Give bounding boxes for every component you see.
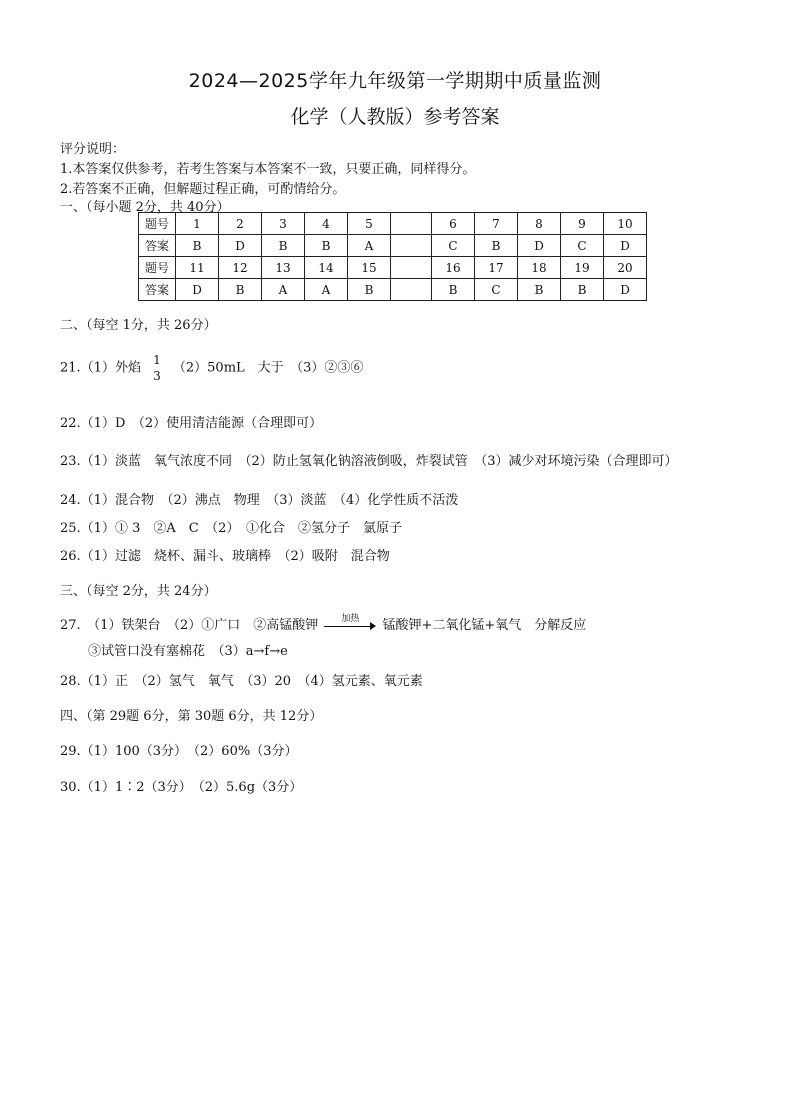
answer-21 — [60, 352, 363, 384]
answer-22: 22.（1）D （2）使用清洁能源（合理即可） — [60, 416, 323, 431]
table-cell: 15 — [348, 257, 391, 279]
table-cell: 13 — [262, 257, 305, 279]
table-cell: 19 — [561, 257, 604, 279]
table-cell: C — [432, 235, 475, 257]
answer-30: 30.（1）1∶2（3分） （2）5.6g（3分） — [60, 780, 303, 795]
fraction-numerator: 1 — [153, 353, 161, 367]
answer-27-part2: 锰酸钾+二氧化锰+氧气 分解反应 — [382, 618, 587, 633]
answer-24: 24.（1）混合物 （2）沸点 物理 （3）淡蓝 （4）化学性质不活泼 — [60, 493, 459, 508]
table-cell: B — [219, 279, 262, 301]
table-row — [139, 279, 647, 301]
table-cell: B — [475, 235, 518, 257]
table-cell: B — [262, 235, 305, 257]
table-cell: B — [518, 279, 561, 301]
document-subtitle: 化学（人教版）参考答案 — [290, 106, 500, 128]
table-gap — [391, 257, 432, 279]
table-cell: A — [262, 279, 305, 301]
table-cell: 16 — [432, 257, 475, 279]
table-cell: D — [604, 279, 647, 301]
table-gap — [391, 213, 432, 235]
table-cell: 11 — [176, 257, 219, 279]
row-label: 题号 — [139, 213, 176, 235]
answer-23: 23.（1）淡蓝 氧气浓度不同 （2）防止氢氧化钠溶液倒吸，炸裂试管 （3）减少对环境污染（合理即可） — [60, 454, 678, 469]
table-cell: D — [518, 235, 561, 257]
arrow-head-icon — [370, 622, 376, 630]
fraction-denominator: 3 — [153, 369, 161, 383]
fraction — [153, 352, 161, 384]
table-row — [139, 235, 647, 257]
section-1-heading: 一、（每小题 2分，共 40分） — [60, 200, 230, 215]
table-cell: D — [176, 279, 219, 301]
table-cell: 18 — [518, 257, 561, 279]
table-cell: 5 — [348, 213, 391, 235]
answer-27-line-2: ③试管口没有塞棉花 （3）a→f→e — [88, 644, 288, 659]
answer-29: 29.（1）100（3分） （2）60%（3分） — [60, 744, 298, 759]
notes-line-2: 2.若答案不正确，但解题过程正确，可酌情给分。 — [60, 182, 346, 197]
answer-table — [138, 212, 647, 301]
table-cell: 10 — [604, 213, 647, 235]
table-cell: 9 — [561, 213, 604, 235]
answer-26: 26.（1）过滤 烧杯、漏斗、玻璃棒 （2）吸附 混合物 — [60, 549, 390, 564]
table-cell: B — [348, 279, 391, 301]
table-row — [139, 257, 647, 279]
table-cell: C — [475, 279, 518, 301]
table-cell: 8 — [518, 213, 561, 235]
document-title: 2024—2025学年九年级第一学期期中质量监测 — [188, 70, 602, 92]
row-label: 答案 — [139, 235, 176, 257]
row-label: 答案 — [139, 279, 176, 301]
section-4-heading: 四、（第 29题 6分，第 30题 6分，共 12分） — [60, 709, 323, 724]
answer-21-part1: 21.（1）外焰 — [60, 360, 141, 376]
table-cell: 6 — [432, 213, 475, 235]
answer-27-part1: 27. （1）铁架台 （2）①广口 ②高锰酸钾 — [60, 618, 319, 633]
reaction-condition: 加热 — [341, 613, 360, 624]
table-cell: 3 — [262, 213, 305, 235]
answer-21-part2: （2）50mL 大于 （3）②③⑥ — [172, 360, 364, 376]
notes-line-1: 1.本答案仅供参考，若考生答案与本答案不一致，只要正确，同样得分。 — [60, 162, 476, 177]
reaction-arrow — [324, 613, 376, 633]
table-cell: B — [432, 279, 475, 301]
table-row — [139, 213, 647, 235]
table-cell: 12 — [219, 257, 262, 279]
notes-heading: 评分说明： — [60, 142, 126, 157]
answer-25: 25.（1）① 3 ②A C （2） ①化合 ②氢分子 氯原子 — [60, 521, 402, 536]
answer-28: 28.（1）正 （2）氢气 氧气 （3）20 （4）氢元素、氧元素 — [60, 674, 423, 689]
section-3-heading: 三、（每空 2分，共 24分） — [60, 584, 217, 599]
row-label: 题号 — [139, 257, 176, 279]
table-gap — [391, 279, 432, 301]
table-cell: 14 — [305, 257, 348, 279]
table-cell: 4 — [305, 213, 348, 235]
table-cell: D — [604, 235, 647, 257]
table-cell: 20 — [604, 257, 647, 279]
table-cell: B — [176, 235, 219, 257]
table-cell: 7 — [475, 213, 518, 235]
arrow-line — [324, 626, 372, 627]
table-cell: D — [219, 235, 262, 257]
table-cell: B — [305, 235, 348, 257]
answer-27 — [60, 614, 586, 633]
table-cell: 1 — [176, 213, 219, 235]
table-cell: A — [305, 279, 348, 301]
table-cell: A — [348, 235, 391, 257]
section-2-heading: 二、（每空 1分，共 26分） — [60, 318, 217, 333]
table-cell: C — [561, 235, 604, 257]
table-cell: 2 — [219, 213, 262, 235]
table-cell: 17 — [475, 257, 518, 279]
table-cell: B — [561, 279, 604, 301]
table-gap — [391, 235, 432, 257]
